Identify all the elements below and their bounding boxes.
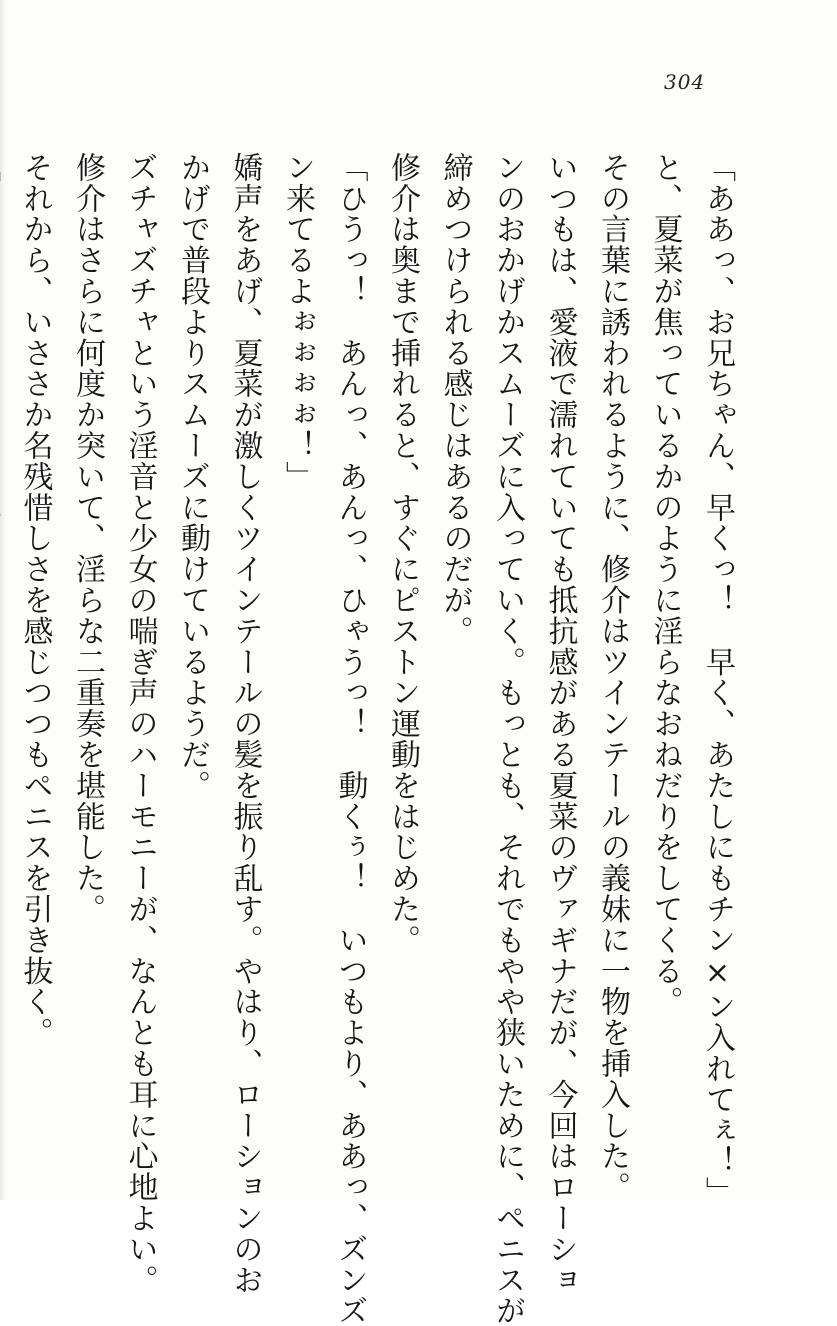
text-line: ン来てるよぉぉぉぉ！」 — [280, 152, 315, 492]
text-line: 「ああっ、お兄ちゃん、早くっ！ 早く、あたしにもチン×ン入れてぇ！」 — [700, 152, 735, 1208]
text-line — [0, 152, 8, 1152]
text-line: ズチャズチャという淫音と少女の喘ぎ声のハーモニーが、なんとも耳に心地よい。 — [122, 152, 158, 1296]
text-line: それから、いささか名残惜しさを感じつつもペニスを引き抜く。 — [17, 152, 53, 1049]
text-line: その言葉に誘われるように、修介はツインテールの義妹に一物を挿入した。 — [595, 152, 630, 1203]
vertical-body-text — [0, 152, 743, 1326]
text-line: 修介はさらに何度か突いて、淫らな二重奏を堪能した。 — [70, 152, 105, 925]
text-line: ンのおかげかスムーズに入っていく。もっとも、それでもやや狭いために、ペニスが — [490, 152, 525, 1326]
page-number: 304 — [664, 70, 706, 94]
text-line: 嬌声をあげ、夏菜が激しくツインテールの髪を振り乱す。やはり、ローションのお — [227, 152, 263, 1296]
text-line: いつもは、愛液で濡れていても抵抗感がある夏菜のヴァギナだが、今回はローショ — [542, 152, 578, 1296]
text-line: と、夏菜が焦っているかのように淫らなおねだりをしてくる。 — [647, 152, 683, 1018]
text-line: 「ひうっ！ あんっ、あんっ、ひゃうっ！ 動くぅ！ いつもより、ああっ、ズンズ — [332, 152, 368, 1326]
text-line: 修介は奥まで挿れると、すぐにピストン運動をはじめた。 — [385, 152, 420, 956]
text-line: かげで普段よりスムーズに動けているようだ。 — [175, 152, 210, 801]
text-line: 締めつけられる感じはあるのだが。 — [437, 152, 473, 647]
